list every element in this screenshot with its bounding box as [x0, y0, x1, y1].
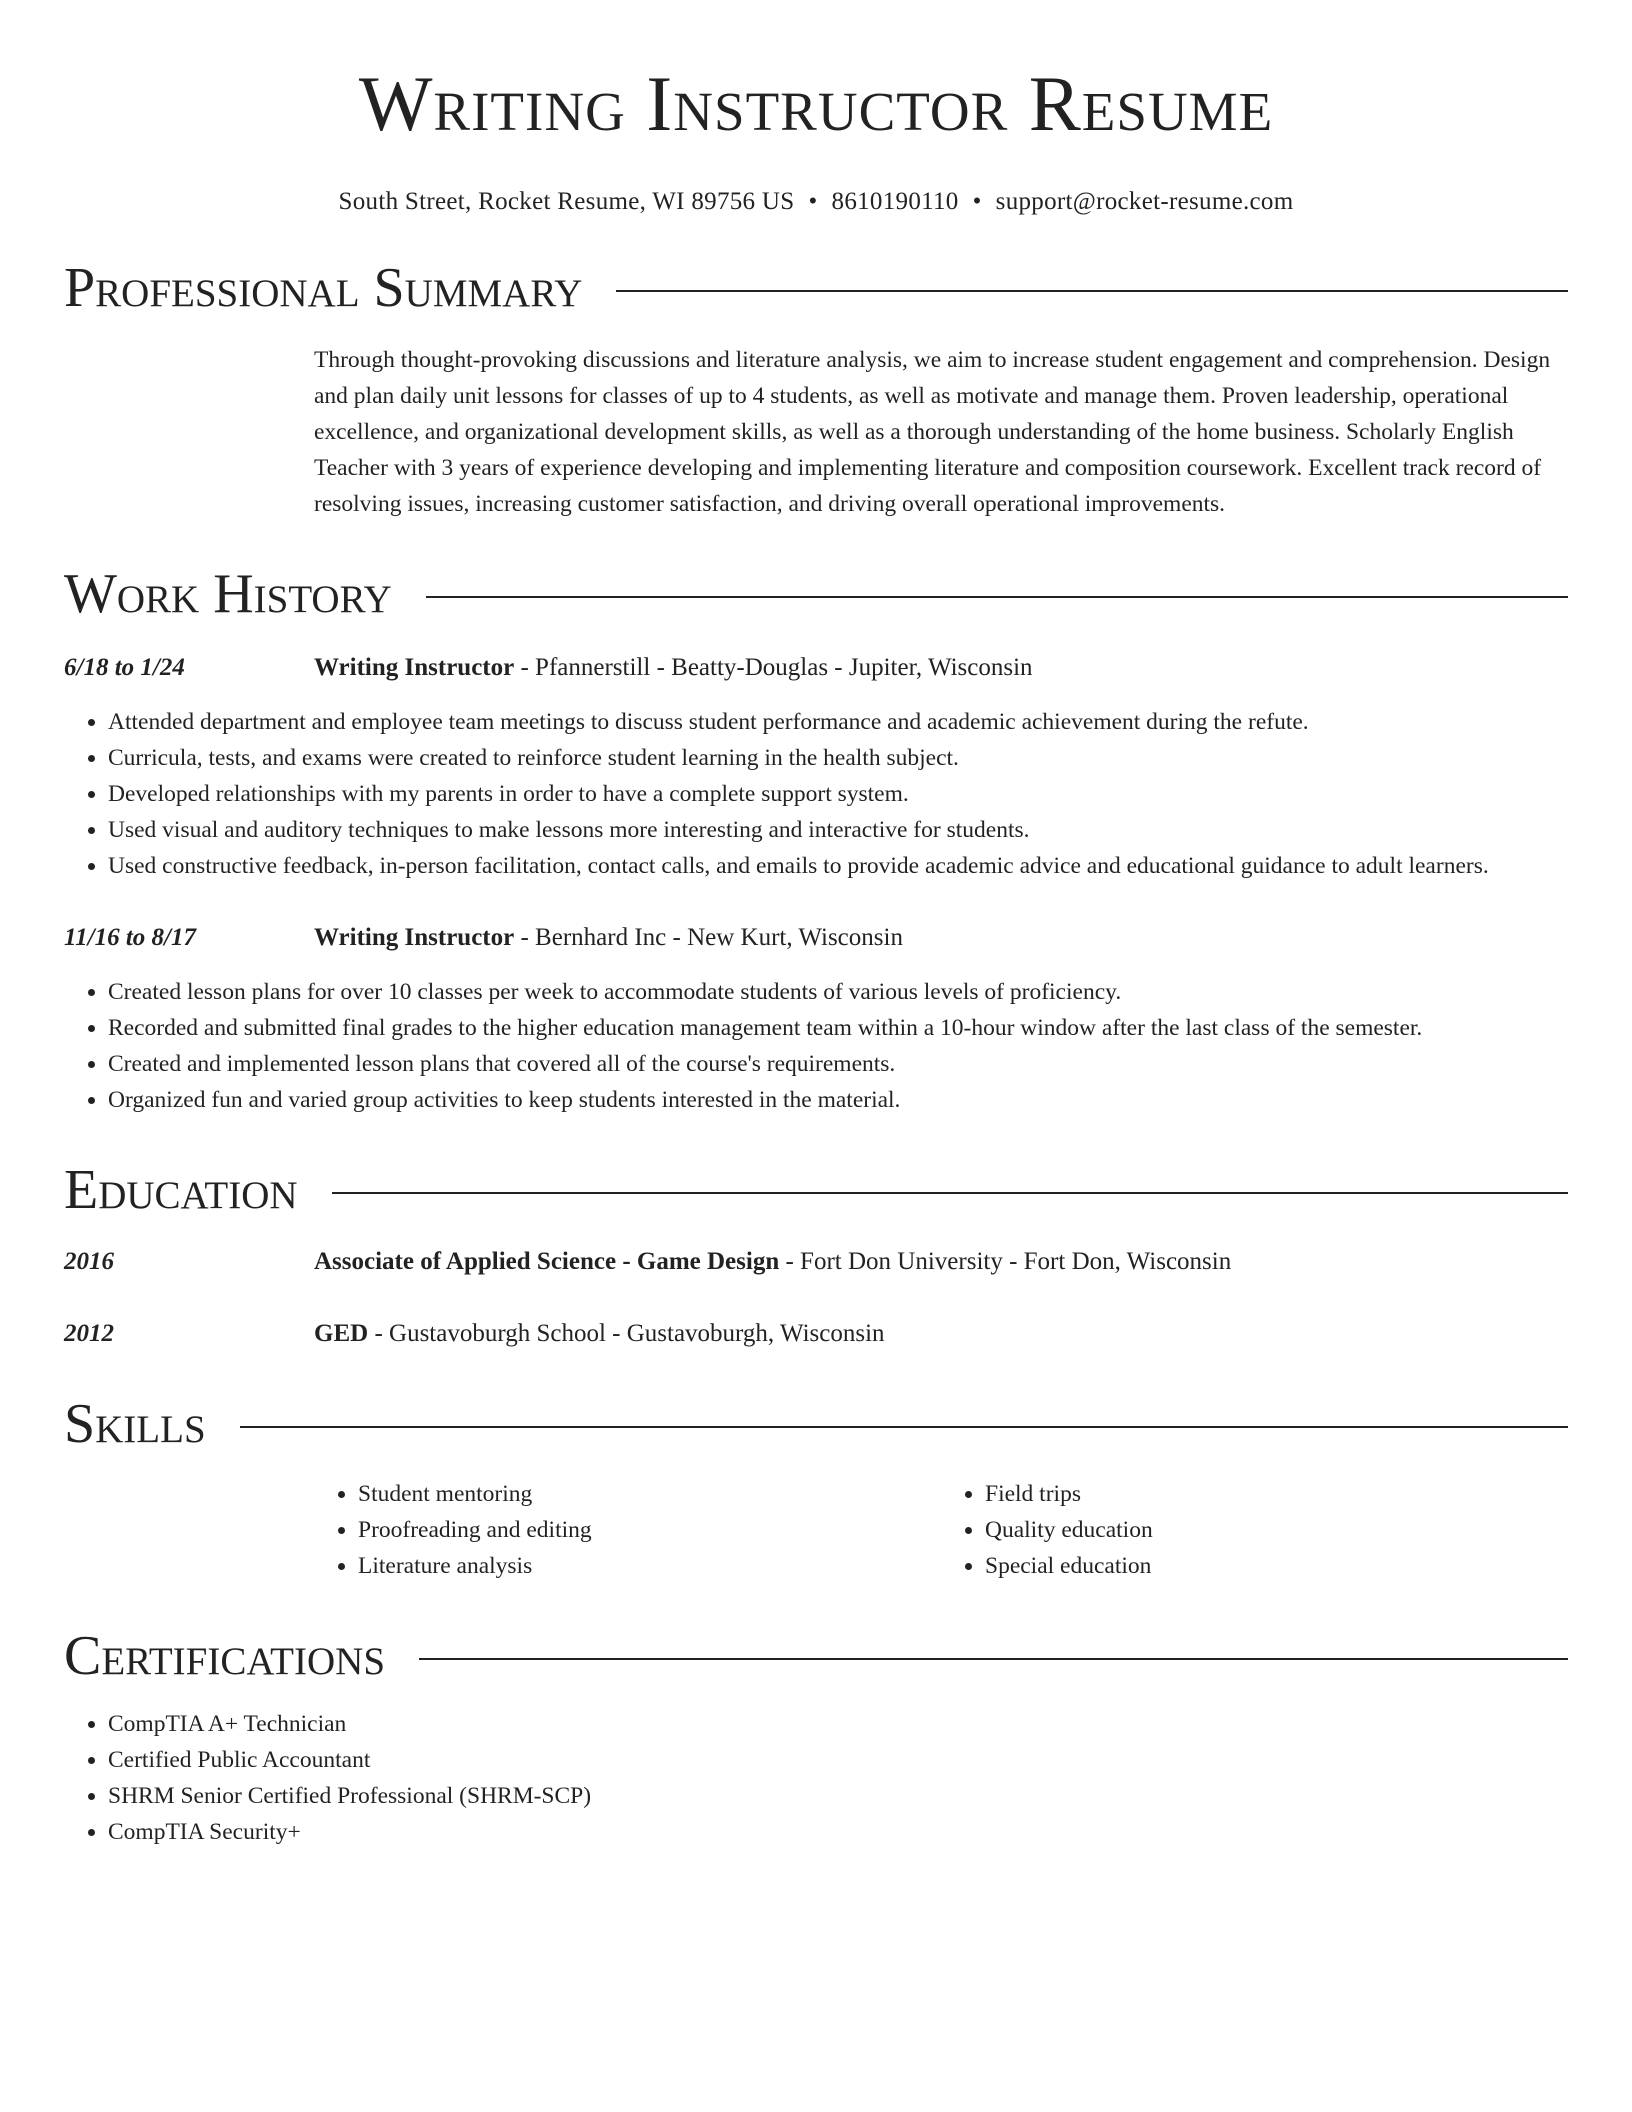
job-dates: 11/16 to 8/17 [64, 924, 196, 951]
job-title-line [314, 650, 1033, 686]
job-bullets [64, 974, 1568, 1118]
skills-heading: Skills [64, 1393, 206, 1455]
certification-item: • CompTIA A+ Technician [108, 1706, 1568, 1742]
job-bullet: • Organized fun and varied group activities to keep students interested in the material. [108, 1082, 1568, 1118]
education-year: 2012 [64, 1320, 114, 1347]
job-entry [64, 920, 1568, 1118]
job-bullet: • Developed relationships with my parents in order to have a complete support system. [108, 776, 1568, 812]
section-divider [419, 1658, 1568, 1660]
skills-column-right [941, 1476, 1568, 1584]
certifications-section-header [64, 1624, 1568, 1688]
certification-item: • SHRM Senior Certified Professional (SHRM-SCP) [108, 1778, 1568, 1814]
education-line [314, 1316, 885, 1352]
certifications-items [64, 1706, 1568, 1850]
contact-separator: • [972, 188, 982, 215]
section-divider [332, 1192, 1568, 1194]
job-bullet: • Created lesson plans for over 10 classes per week to accommodate students of various levels of proficiency. [108, 974, 1568, 1010]
job-bullet: • Used constructive feedback, in-person facilitation, contact calls, and emails to provide academic advice and educational guidance to adult learners. [108, 848, 1568, 884]
education-entry [64, 1316, 1568, 1352]
job-dates: 6/18 to 1/24 [64, 654, 185, 681]
contact-separator: • [808, 188, 818, 215]
skills-column-left [314, 1476, 941, 1584]
education-year: 2016 [64, 1248, 114, 1275]
summary-section-header [64, 256, 1568, 320]
job-title-line [314, 920, 903, 956]
contact-email: support@rocket-resume.com [995, 188, 1294, 215]
skill-item: • Quality education [985, 1512, 1568, 1548]
job-title: Writing Instructor [314, 924, 515, 951]
job-bullet: • Created and implemented lesson plans that covered all of the course's requirements. [108, 1046, 1568, 1082]
section-divider [616, 290, 1568, 292]
job-details: - Pfannerstill - Beatty-Douglas - Jupiter, Wisconsin [514, 654, 1033, 681]
certification-item: • Certified Public Accountant [108, 1742, 1568, 1778]
education-entry [64, 1244, 1568, 1280]
skill-item: • Literature analysis [358, 1548, 941, 1584]
skills-section-header [64, 1392, 1568, 1456]
job-title: Writing Instructor [314, 654, 515, 681]
job-bullets [64, 704, 1568, 884]
contact-phone: 8610190110 [831, 188, 959, 215]
skill-item: • Special education [985, 1548, 1568, 1584]
skill-item: • Field trips [985, 1476, 1568, 1512]
education-degree: GED [314, 1320, 369, 1347]
skills-list [314, 1476, 1568, 1584]
job-entry [64, 650, 1568, 884]
summary-text: Through thought-provoking discussions and literature analysis, we aim to increase student engagement and comprehension. Design and plan daily unit lessons for classes of up to 4 students, as well as motivate and manage them. Proven leadership, operational excellence, and organizational development skills, as well as a thorough understanding of the home business. Scholarly English Teacher with 3 years of experience developing and implementing literature and composition coursework. Excellent track record of resolving issues, increasing customer satisfaction, and driving overall operational improvements. [314, 347, 1551, 517]
work-section-header [64, 562, 1568, 626]
education-heading: Education [64, 1159, 298, 1221]
job-details: - Bernhard Inc - New Kurt, Wisconsin [514, 924, 903, 951]
education-degree: Associate of Applied Science - Game Design [314, 1248, 780, 1275]
job-bullet: • Used visual and auditory techniques to make lessons more interesting and interactive for students. [108, 812, 1568, 848]
contact-line [64, 188, 1568, 216]
section-divider [426, 596, 1568, 598]
education-section-header [64, 1158, 1568, 1222]
section-divider [240, 1426, 1568, 1428]
education-details: - Gustavoburgh School - Gustavoburgh, Wisconsin [368, 1320, 885, 1347]
job-bullet: • Attended department and employee team meetings to discuss student performance and academic achievement during the refute. [108, 704, 1568, 740]
summary-heading: Professional Summary [64, 257, 583, 319]
skill-item: • Proofreading and editing [358, 1512, 941, 1548]
education-details: - Fort Don University - Fort Don, Wisconsin [779, 1248, 1232, 1275]
education-line [314, 1244, 1231, 1280]
work-heading: Work History [64, 563, 392, 625]
certifications-heading: Certifications [64, 1625, 386, 1687]
contact-address: South Street, Rocket Resume, WI 89756 US [338, 188, 795, 215]
job-bullet: • Recorded and submitted final grades to the higher education management team within a 10-hour window after the last class of the semester. [108, 1010, 1568, 1046]
job-bullet: • Curricula, tests, and exams were created to reinforce student learning in the health subject. [108, 740, 1568, 776]
skill-item: • Student mentoring [358, 1476, 941, 1512]
resume-title: Writing Instructor Resume [358, 60, 1274, 147]
certification-item: • CompTIA Security+ [108, 1814, 1568, 1850]
certifications-list [64, 1706, 1568, 1850]
